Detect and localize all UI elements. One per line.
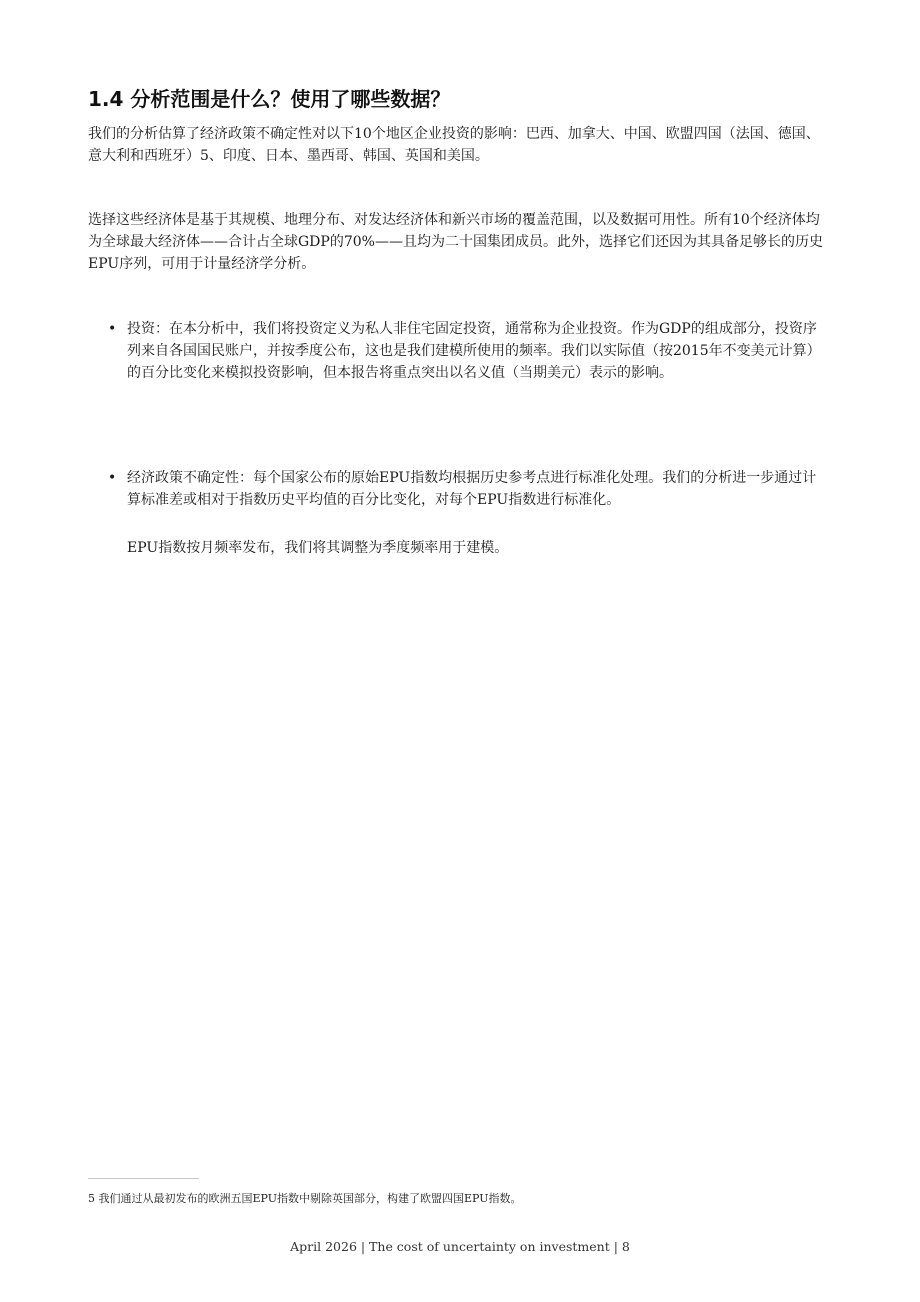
paragraph-scope: 我们的分析估算了经济政策不确定性对以下10个地区企业投资的影响：巴西、加拿大、中国、欧盟四国（法国、德国、意大利和西班牙）5、印度、日本、墨西哥、韩国、英国和美国。 [88, 126, 820, 164]
bullet-investment [108, 318, 830, 384]
page-footer: April 2026 | The cost of uncertainty on investment | 8 [290, 1239, 630, 1254]
section-heading: 1.4 分析范围是什么？使用了哪些数据？ [88, 87, 451, 111]
bullet-epu-subtext: EPU指数按月频率发布，我们将其调整为季度频率用于建模。 [127, 540, 509, 556]
footnote-divider [88, 1178, 199, 1179]
bullet-marker: • [108, 470, 117, 486]
footnote: 5 我们通过从最初发布的欧洲五国EPU指数中剔除英国部分，构建了欧盟四国EPU指数。 [88, 1192, 522, 1205]
bullet-epu [108, 467, 830, 511]
paragraph-selection: 选择这些经济体是基于其规模、地理分布、对发达经济体和新兴市场的覆盖范围，以及数据可用性。所有10个经济体均为全球最大经济体——合计占全球GDP的70%——且均为二十国集团成员。此外，选择它们还因为其具备足够长的历史EPU序列，可用于计量经济学分析。 [88, 212, 823, 272]
bullet-investment-text: 投资：在本分析中，我们将投资定义为私人非住宅固定投资，通常称为企业投资。作为GDP的组成部分，投资序列来自各国国民账户，并按季度公布，这也是我们建模所使用的频率。我们以实际值（按2015年不变美元计算）的百分比变化来模拟投资影响，但本报告将重点突出以名义值（当期美元）表示的影响。 [127, 321, 821, 381]
bullet-marker: • [108, 321, 117, 337]
bullet-epu-text: 经济政策不确定性：每个国家公布的原始EPU指数均根据历史参考点进行标准化处理。我们的分析进一步通过计算标准差或相对于指数历史平均值的百分比变化，对每个EPU指数进行标准化。 [127, 470, 817, 508]
